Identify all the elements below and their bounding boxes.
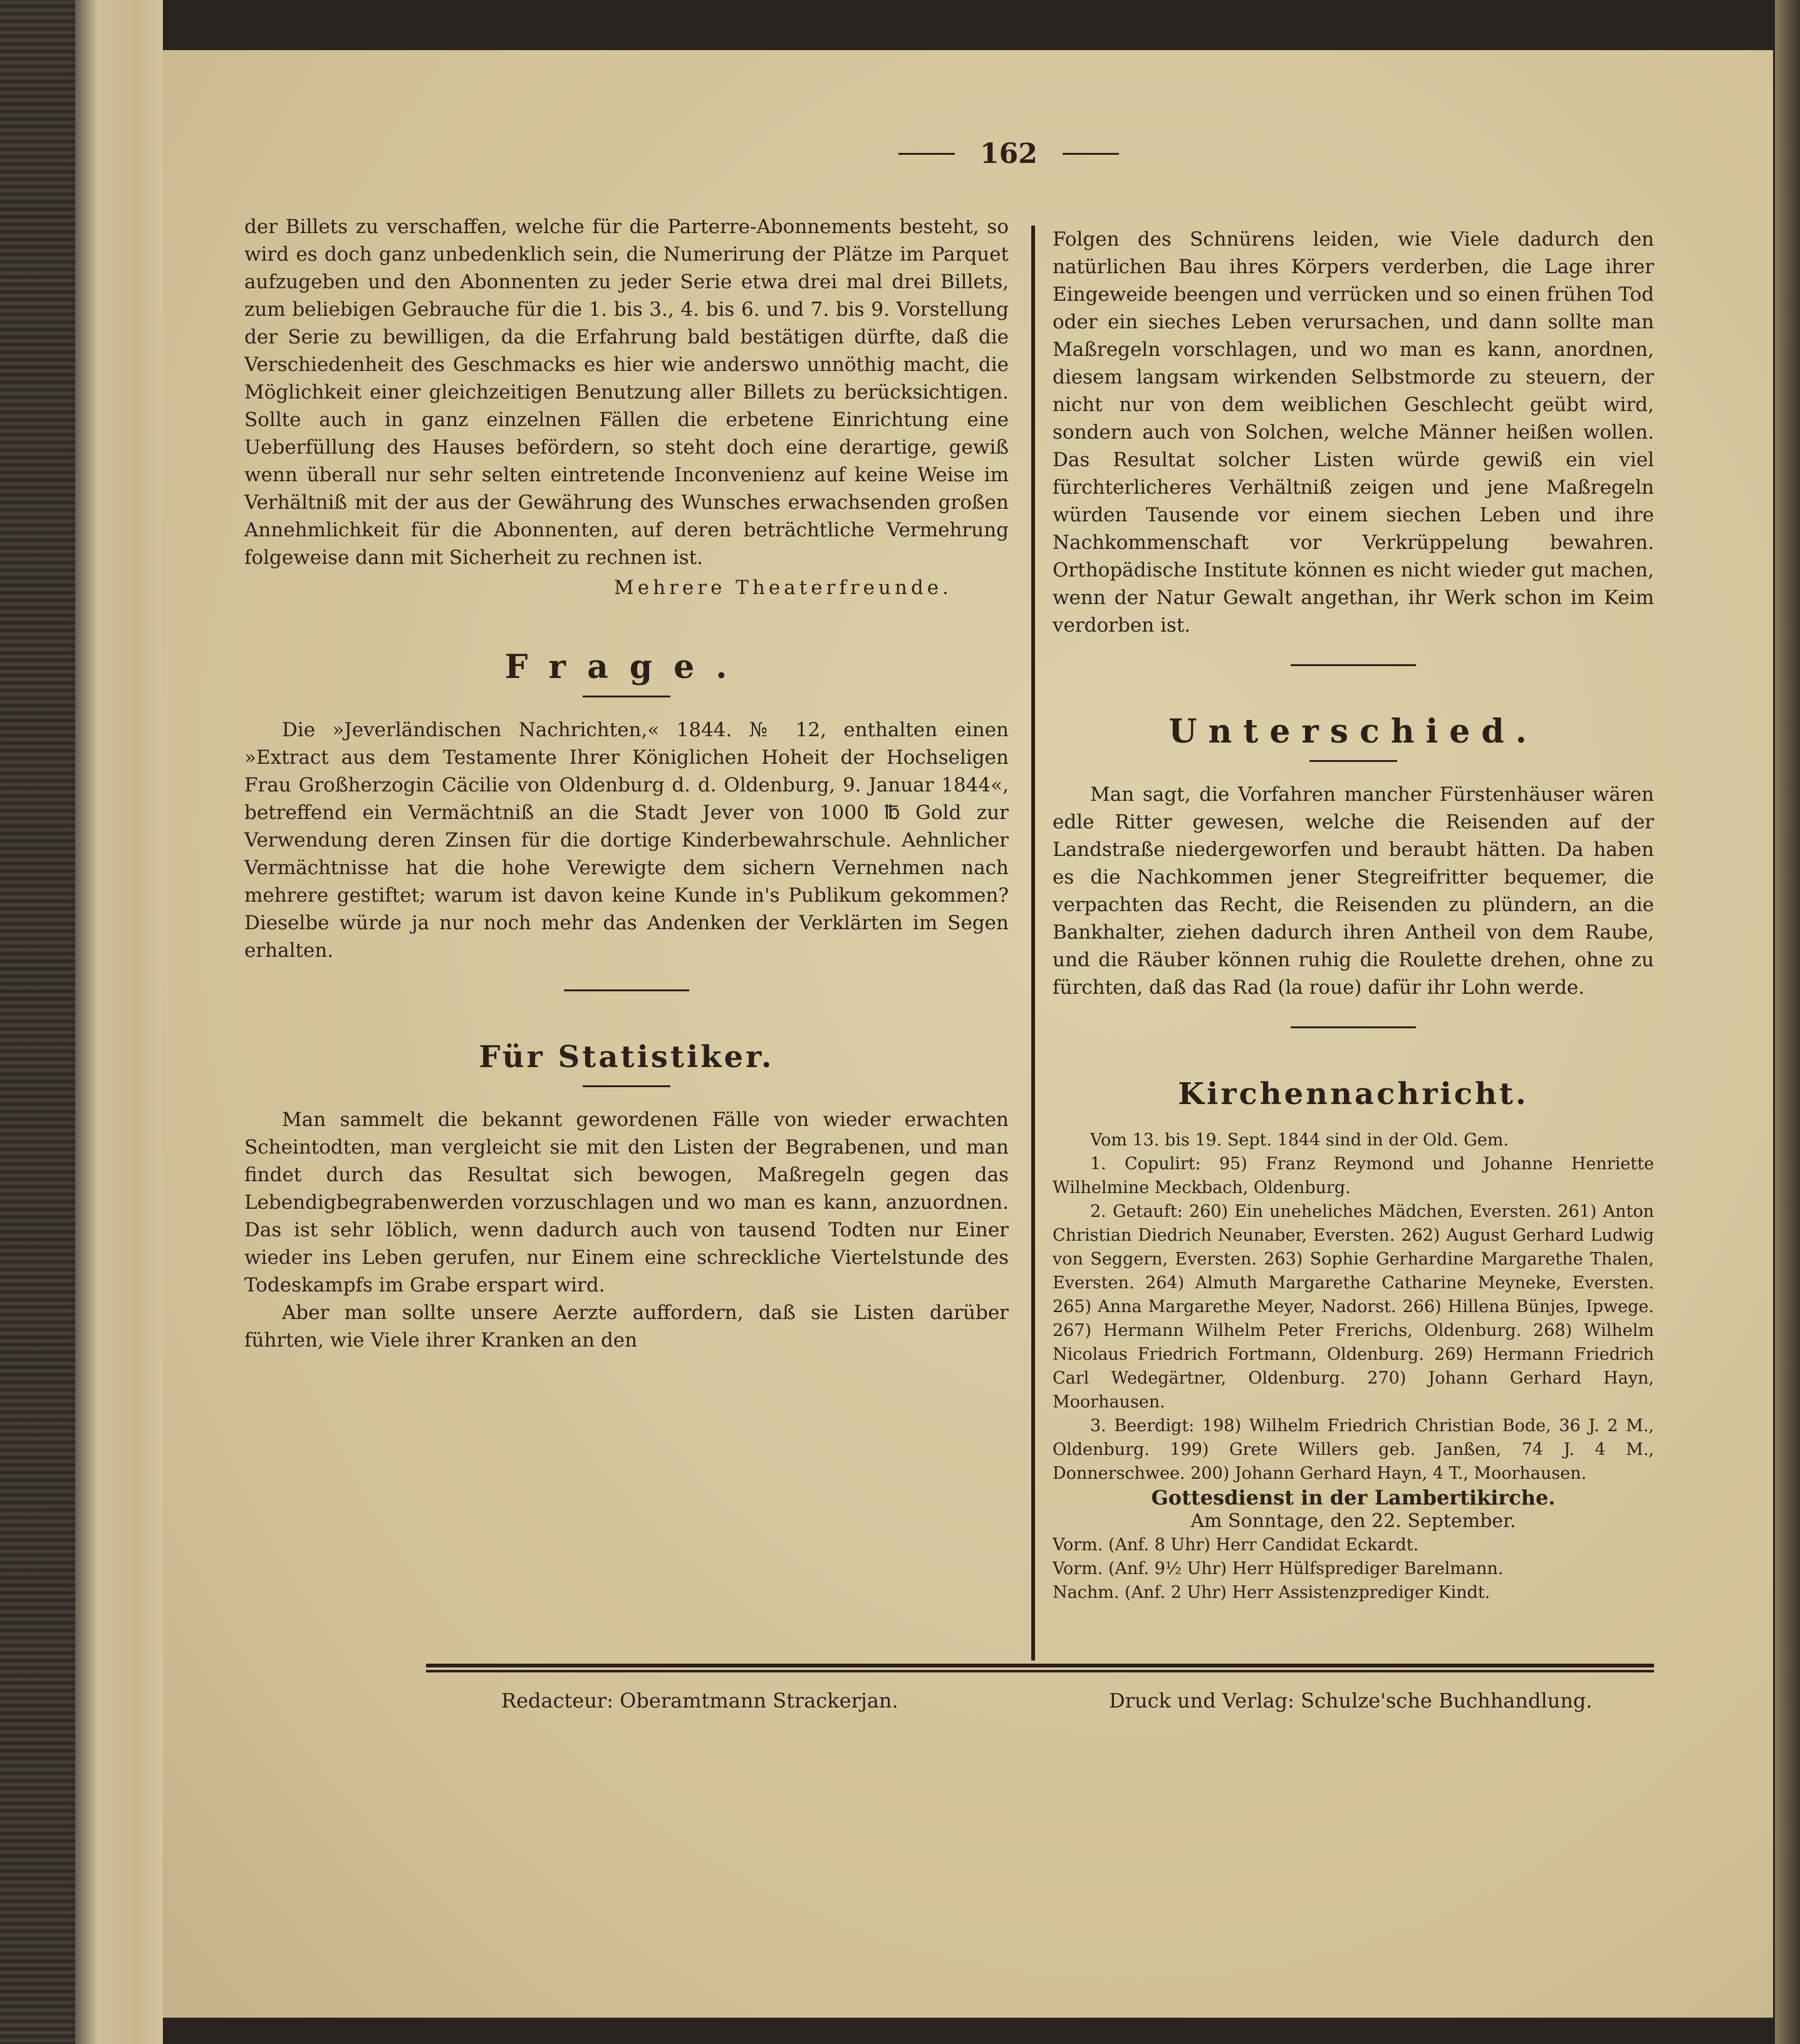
statistiker-para-1: Man sammelt die bekannt gewordenen Fälle von wieder erwachten Scheintodten, man vergleicht sie mit den Listen der Begrabenen, und man findet durch das Resultat sich bewogen, Maßregeln gegen das Lebendigbegrabenwerden vorzuschlagen und wo man es kann, anzuordnen. Das ist sehr löblich, wenn dadurch auch von tausend Todten nur Einer wieder ins Leben gerufen, nur Einem eine schreckliche Viertelstunde des Todeskampfs im Grabe erspart wird. [244, 1108, 1009, 1296]
frage-rule [583, 696, 670, 697]
unterschied-heading: Unterschied. [1168, 712, 1538, 751]
kirchen-heading: Kirchennachricht. [1178, 1077, 1529, 1112]
section-separator [1291, 664, 1416, 666]
unterschied-text: Man sagt, die Vorfahren mancher Fürstenhäuser wären edle Ritter gewesen, welche die Reisenden auf der Landstraße niedergeworfen und beraubt hätten. Da haben es die Nachkommen jener Stegreifritter bequemer, die verpachten das Recht, die Reisenden zu plündern, an die Bankhalter, ziehen dadurch ihren Antheil von dem Raube, und die Räuber können ruhig die Roulette drehen, ohne zu fürchten, daß das Rad (la roue) dafür ihr Lohn werde. [1053, 783, 1654, 999]
theater-article-text: der Billets zu verschaffen, welche für die Parterre-Abonnements besteht, so wird es doch ganz unbedenklich sein, die Numerirung der Plätze im Parquet aufzugeben und den Abonnenten zu jeder Serie etwa drei mal drei Billets, zum beliebigen Gebrauche für die 1. bis 3., 4. bis 6. und 7. bis 9. Vorstellung der Serie zu bewilligen, da die Erfahrung bald bestätigen dürfte, daß die Verschiedenheit des Geschmacks es hier wie anderswo unnöthig macht, die Möglichkeit einer gleichzeitigen Benutzung aller Billets zu berücksichtigen. Sollte auch in ganz einzelnen Fällen die erbetene Einrichtung eine Ueberfüllung des Hauses befördern, so steht doch eine derartige, gewiß wenn überall nur sehr selten eintretende Inconvenienz auf keine Weise im Verhältniß mit der aus der Gewährung des Wunsches erwachsenden großen Annehmlichkeit für die Abonnenten, auf deren beträchtliche Vermehrung folgeweise dann mit Sicherheit zu rechnen ist. [244, 216, 1009, 569]
column-divider [1031, 226, 1035, 1661]
theater-signature: Mehrere Theaterfreunde. [614, 576, 952, 599]
service-item: Vorm. (Anf. 9½ Uhr) Herr Hülfsprediger Barelmann. [1053, 1559, 1504, 1578]
statistiker-rule [583, 1085, 670, 1087]
kirchen-block [1053, 1129, 1654, 1605]
kirchen-beerdigt: 3. Beerdigt: 198) Wilhelm Friedrich Christian Bode, 36 J. 2 M., Oldenburg. 199) Grete Willers geb. Janßen, 74 J. 4 M., Donnerschwee. 200) Johann Gerhard Hayn, 4 T., Moorhausen. [1053, 1416, 1654, 1483]
left-column [244, 213, 1009, 1635]
right-column [1053, 226, 1654, 1648]
section-separator [564, 989, 689, 991]
facing-page-edge [1775, 0, 1800, 2044]
frage-text: Die »Jeverländischen Nachrichten,« 1844. № 12, enthalten einen »Extract aus dem Testamente Ihrer Königlichen Hoheit der Hochseligen Frau Großherzogin Cäcilie von Oldenburg d. d. Oldenburg, 9. Januar 1844«, betreffend ein Vermächtniß an die Stadt Jever von 1000 ℔ Gold zur Verwendung deren Zinsen für die dortige Kinderbewahrschule. Aehnlicher Vermächtnisse hat die hohe Verewigte dem sichern Vernehmen nach mehrere gestiftet; warum ist davon keine Kunde in's Publikum gekommen? Dieselbe würde ja nur noch mehr das Andenken der Verklärten im Segen erhalten. [244, 719, 1009, 962]
page-number-header [871, 132, 1147, 175]
section-separator [1291, 1026, 1416, 1028]
kirchen-copulirt: 1. Copulirt: 95) Franz Reymond und Johanne Henriette Wilhelmine Meckbach, Oldenburg. [1053, 1154, 1654, 1197]
service-item: Nachm. (Anf. 2 Uhr) Herr Assistenzprediger Kindt. [1053, 1583, 1490, 1602]
footer-rule [426, 1664, 1654, 1672]
statistiker-heading: Für Statistiker. [479, 1040, 774, 1075]
statistiker-para-2: Aber man sollte unsere Aerzte auffordern, daß sie Listen darüber führten, wie Viele ihrer Kranken an den [244, 1301, 1009, 1352]
gottesdienst-heading: Gottesdienst in der Lambertikirche. [1151, 1486, 1556, 1510]
unterschied-rule [1309, 760, 1397, 762]
book-spine [0, 0, 75, 2044]
kirchen-getauft: 2. Getauft: 260) Ein uneheliches Mädchen, Eversten. 261) Anton Christian Diedrich Neunaber, Eversten. 262) August Gerhard Ludwig von Seggern, Eversten. 263) Sophie Gerhardine Margarethe Thalen, Eversten. 264) Almuth Margarethe Catharine Meyneke, Eversten. 265) Anna Margarethe Meyer, Nadorst. 266) Hillena Bünjes, Ipwege. 267) Hermann Wilhelm Peter Frerichs, Oldenburg. 268) Wilhelm Nicolaus Friedrich Fortmann, Oldenburg. 269) Hermann Friedrich Carl Wedegärtner, Oldenburg. 270) Johann Gerhard Hayn, Moorhausen. [1053, 1202, 1654, 1412]
statistiker-continuation: Folgen des Schnürens leiden, wie Viele dadurch den natürlichen Bau ihres Körpers verderben, die Lage ihrer Eingeweide beengen und verrücken und so einen frühen Tod oder ein sieches Leben verursachen, und dann sollte man Maßregeln vorschlagen, und wo man es kann, anordnen, diesem langsam wirkenden Selbstmorde zu steuern, der nicht nur von dem weiblichen Geschlecht geübt wird, sondern auch von Solchen, welche Männer heißen wollen. Das Resultat solcher Listen würde gewiß ein viel fürchterlicheres Verhältniß zeigen und jene Maßregeln würden Tausende vor einem siechen Leben und ihre Nachkommenschaft vor Verkrüppelung bewahren. Orthopädische Institute können es nicht wieder gut machen, wenn der Natur Gewalt angethan, ihr Werk schon im Keim verdorben ist. [1053, 228, 1654, 637]
page-number-dash-left [898, 153, 955, 155]
gottesdienst-date: Am Sonntage, den 22. September. [1190, 1510, 1516, 1532]
page-number: 162 [980, 137, 1038, 170]
footer-publisher: Druck und Verlag: Schulze'sche Buchhandlung. [1109, 1689, 1593, 1713]
frage-heading: Frage. [504, 648, 749, 686]
footer-editor: Redacteur: Oberamtmann Strackerjan. [501, 1689, 898, 1713]
page-number-dash-right [1063, 153, 1119, 155]
kirchen-intro: Vom 13. bis 19. Sept. 1844 sind in der Old. Gem. [1090, 1130, 1509, 1150]
service-item: Vorm. (Anf. 8 Uhr) Herr Candidat Eckardt. [1053, 1535, 1419, 1555]
